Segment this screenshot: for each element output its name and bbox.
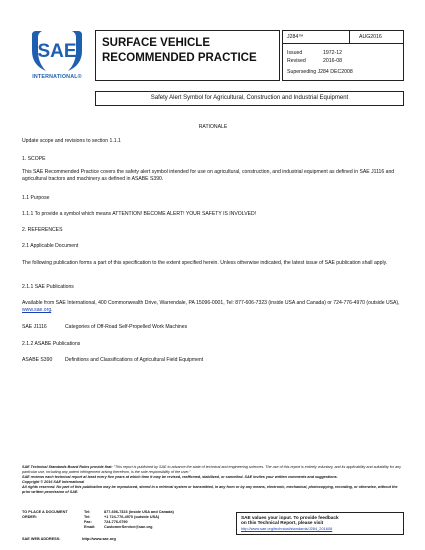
section-1-heading: 1. SCOPE — [22, 156, 46, 162]
title-box — [95, 30, 280, 81]
sae-logo-mark — [30, 27, 84, 73]
document-date: AUG2016 — [359, 34, 382, 40]
section-2-heading: 2. REFERENCES — [22, 227, 63, 233]
feedback-box — [236, 512, 404, 535]
metadata-box — [282, 30, 404, 81]
reference-asabe-s390 — [22, 357, 404, 364]
logo-text: SAE — [37, 41, 77, 62]
document-number: J284™ — [283, 31, 350, 43]
copyright-notice: Copyright © 2016 SAE International — [22, 480, 85, 485]
phone-domestic: 877-606-7323 (inside USA and Canada) — [104, 510, 174, 514]
section-2-1-1-heading: 2.1.1 SAE Publications — [22, 284, 74, 290]
reference-label: ASABE S390 — [22, 357, 53, 363]
email-address[interactable]: CustomerService@sae.org — [104, 525, 153, 529]
revised-label: Revised — [287, 58, 306, 64]
superseding-text: Superseding J284 DEC2008 — [287, 69, 353, 75]
review-notice: SAE reviews each technical report at least every five years at which time it may be revised, reaffirmed, stabilized, or cancelled. SAE invites your written comments and suggestions. — [22, 475, 338, 480]
publisher-address: Available from SAE International, 400 Commonwealth Drive, Warrendale, PA 15096-0001, Tel: 877-606-7323 (inside USA and Canada) or 724-776-4970 (outside USA), — [22, 300, 400, 306]
revised-value: 2016-08 — [323, 58, 343, 64]
section-1-1-1-text: 1.1.1 To provide a symbol which means ATTENTION! BECOME ALERT! YOUR SAFETY IS INVOLVED! — [22, 211, 257, 217]
issued-label: Issued — [287, 50, 303, 56]
rationale-heading: RATIONALE — [198, 124, 228, 130]
section-2-1-1-text: Available from SAE International, 400 Commonwealth Drive, Warrendale, PA 15096-0001, Tel: 877-606-7323 (inside USA and Canada) or 724-776-4970 (outside USA), www.sae.org. — [22, 300, 400, 313]
logo-subtext: INTERNATIONAL® — [32, 74, 82, 80]
section-1-1-heading: 1.1 Purpose — [22, 195, 50, 201]
document-subtitle: Safety Alert Symbol for Agricultural, Construction and Industrial Equipment — [95, 91, 404, 106]
document-header — [22, 27, 404, 84]
issued-value: 1972-12 — [323, 50, 343, 56]
standards-board-notice: SAE Technical Standards Board Rules provide that: "This report is published by SAE to advance the state of technical and engineering sciences. The use of this report is entirely voluntary, and its applicability and suitability for any particular use, including any patent infringement arising therefrom, is the sole responsibility of the user." — [22, 465, 402, 475]
feedback-link[interactable]: http://www.sae.org/technical/standards/J284_201608 — [241, 525, 333, 531]
reference-title: Definitions and Classifications of Agricultural Field Equipment — [65, 357, 204, 363]
feedback-line-2: on this Technical Report, please visit — [241, 520, 324, 526]
web-url[interactable]: http://www.sae.org — [82, 537, 116, 541]
rationale-text: Update scope and revisions to section 1.1.1 — [22, 138, 121, 144]
sae-website-link[interactable]: www.sae.org — [22, 307, 52, 313]
reference-title: Categories of Off-Road Self-Propelled Work Machines — [65, 324, 188, 330]
order-label: TO PLACE A DOCUMENT ORDER: — [22, 510, 68, 519]
web-address — [22, 537, 116, 541]
section-2-1-text: The following publication forms a part of this specification to the extent specified herein. Unless otherwise indicated, the latest issue of SAE publication shall apply. — [22, 260, 388, 266]
section-1-text: This SAE Recommended Practice covers the safety alert symbol intended for use on agricultural, construction, and industrial equipment as defined in SAE J1116 and agricultural tractors and machinery as defined in ASABE S390. — [22, 169, 395, 182]
feedback-line-1: SAE values your input. To provide feedback — [241, 515, 339, 520]
reference-sae-j1116 — [22, 324, 404, 331]
reference-label: SAE J1116 — [22, 324, 47, 330]
section-2-1-2-heading: 2.1.2 ASABE Publications — [22, 341, 81, 347]
legal-footer — [22, 465, 404, 496]
phone-international: +1 724-776-4970 (outside USA) — [104, 515, 160, 519]
section-2-1-heading: 2.1 Applicable Document — [22, 243, 79, 249]
doc-type-line2: RECOMMENDED PRACTICE — [102, 52, 257, 64]
doc-type-line1: SURFACE VEHICLE — [102, 37, 210, 49]
fax-number: 724-776-0790 — [104, 520, 128, 524]
web-label: SAE WEB ADDRESS: — [22, 537, 61, 541]
rights-notice: All rights reserved. No part of this publication may be reproduced, stored in a retrieval system or transmitted, in any form or by any means, electronic, mechanical, photocopying, recording, or otherwise, without the prior written permission of SAE. — [22, 485, 398, 495]
sae-logo — [22, 27, 92, 84]
